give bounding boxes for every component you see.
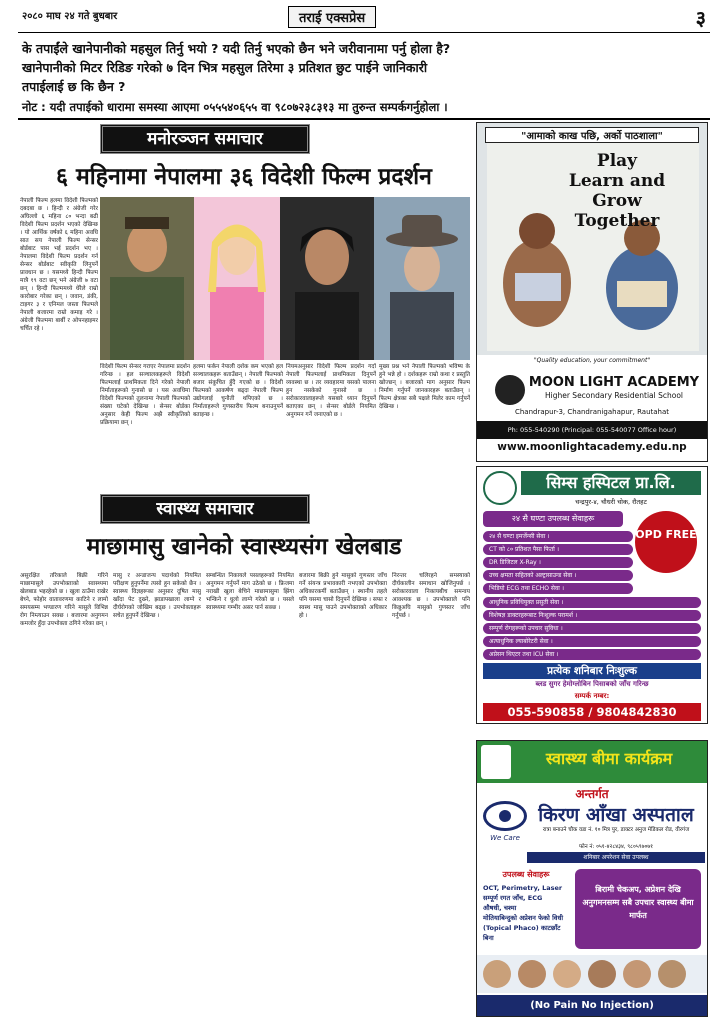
animal-jacket: [295, 292, 359, 360]
notice-line-4: नोट : यदी तपाईको धारामा समस्या आएमा ०५५५४०६५५ वा ९८०७२३८३१३ मा तुरुन्त सम्पर्कगर्नुहोला ।: [22, 100, 448, 114]
patient-photo: [623, 960, 651, 988]
play-line-2: Learn and: [568, 171, 666, 191]
kiran-services-list: [483, 883, 573, 943]
entertainment-column-2: विदेशी फिल्म सेन्सर गराएर नेपालमा प्रदर्शन गरिन्छ । हल सञ्चालकहरूले विदेशी फिल्मलाई प्राथमिकता दिने गरेको नेपाली निर्माताहरूको गुनासो छ । यस अवधिमा विदेशी फिल्मको तुलनामा नेपाली फिल्मको संख्या घटेको देखिन्छ । सेन्सर बोर्डका अनुसार केही फिल्म अझै स्वीकृतिको प्रक्रियामा छन् ।: [100, 364, 190, 426]
soldier-face: [127, 222, 167, 272]
book-left: [515, 273, 561, 301]
moonlight-website: www.moonlightacademy.edu.np: [497, 441, 687, 453]
patient-photo: [483, 960, 511, 988]
no-pain-label: (No Pain No Injection): [477, 995, 707, 1016]
sims-service: आधुनिक प्रविधियुक्त प्रसुती सेवा ।: [483, 597, 701, 608]
play-line-1: Play: [596, 151, 638, 171]
entertainment-section-label: मनोरञ्जन समाचार: [100, 124, 310, 154]
kiran-service: मोतियाबिन्दुको अप्रेशन फेको विधी (Topical Phaco) काटछाँट बिना: [483, 914, 564, 942]
patient-photo: [553, 960, 581, 988]
sims-service: अप्रेसन थिएटर तथा ICU सेवा ।: [483, 649, 701, 660]
sims-service: अत्याधुनिक ल्याबोरेटरी सेवा ।: [483, 636, 701, 647]
health-column-5: निरन्तर चलिरहने समस्याको दीर्घकालीन समाधान खोजिनुपर्छ । सरोकारवाला निकायबीच समन्वय आवश्यक छ । उपभोक्ताले पनि किन्नुअघि मासुको गुणस्तर जाँच गर्नुपर्छ ।: [392, 573, 470, 619]
kiran-photos: [477, 955, 707, 993]
sims-service: विशेषज्ञ डाक्टरहरूबाट निःशुल्क परामर्श ।: [483, 610, 701, 621]
sims-service: DR डिजिटल X-Ray ।: [483, 557, 633, 568]
sims-contact-numbers: 055-590858 / 9804842830: [483, 703, 701, 721]
barbie-dress: [210, 287, 264, 360]
sims-service: उच्च क्षमता सहितको अल्ट्रासाउन्ड सेवा ।: [483, 570, 633, 581]
kiran-service: सम्पूर्ण रगत जाँच, ECG: [483, 894, 543, 902]
entertainment-headline: ६ महिनामा नेपालमा ३६ विदेशी फिल्म प्रदर्शन: [56, 164, 432, 190]
oppenheimer-face: [404, 243, 440, 291]
masthead: तराई एक्सप्रेस: [288, 6, 376, 28]
kiran-phone: फोन नं: ०५१-४२८४३४, ९८०५९७०७१: [578, 844, 654, 850]
sims-service: सम्पूर्ण रोगहरूको उपचार सुविधा ।: [483, 623, 701, 634]
kiran-service: औषधी, चश्मा: [483, 904, 517, 912]
insurance-ad: [476, 740, 708, 1017]
kiran-address: रात्रा बनाउने चौक वडा नं. १० मित्र पुर, डाक्टर अनुज मेडिकल रोड, वीरगंज: [542, 827, 690, 833]
notice-line-1: के तपाईंले खानेपानीको महसुल तिर्नु भयो ? यदी तिर्नु भएको छैन भने जरीवानामा पर्नु होला है?: [22, 41, 451, 56]
health-column-2: मासु र अन्डाजन्य पदार्थको नियमित परीक्षण हुनुपर्नेमा त्यसो हुन सकेको छैन । स्वास्थ्य विज्ञहरूका अनुसार दूषित मासु खाँदा पेट दुख्ने, झाडापखाला लाग्ने र दीर्घरोगको जोखिम बढ्छ । उपभोक्ताहरू सचेत हुनुपर्ने देखिन्छ ।: [113, 573, 201, 619]
kiran-hospital-name: किरण आँखा अस्पताल: [538, 804, 694, 826]
health-section-label: स्वास्थ्य समाचार: [100, 494, 310, 524]
moonlight-ad: [476, 122, 708, 462]
page-number: ३: [695, 6, 706, 30]
sims-service: भिडियो ECG तथा ECHO सेवा ।: [483, 583, 633, 594]
health-column-4: बजारमा बिक्री हुने मासुको गुणस्तर जाँच गर्ने संयन्त्र प्रभावकारी नभएको उपभोक्ता अधिकारकर्मी बताउँछन् । स्थानीय तहले पनि यसमा चासो दिनुपर्ने देखिन्छ । सफा र स्वस्थ मासु पाउने उपभोक्ताको अधिकार हो ।: [299, 573, 387, 619]
entertainment-column-1: नेपाली फिल्म हलमा विदेशी फिल्मको दबदबा छ । हिन्दी र अंग्रेजी गरेर अघिल्लो ६ महिना ८० भन्दा बढी विदेशी फिल्म प्रदर्शन भएको देखिन्छ । यो आर्थिक वर्षको ६ महिना अवधि सात सय नेपाली फिल्म सेन्सर बोर्डबाट पास भई प्रदर्शन भए । नेपालमा विदेशी फिल्म प्रदर्शन गर्न सेन्सर बोर्डबाट स्वीकृति लिनुपर्ने प्रावधान छ । यसमध्ये हिन्दी फिल्म मात्रै १९ वटा छन् भने अंग्रेजी ७ वटा छन् । हिन्दी फिल्ममध्ये धेरैले राम्रो कारोबार गरेका छन् । जवान, डंकी, टाइगर ३ र एनिमल जस्ता फिल्मले नेपाली बजारमा राम्रो कमाइ गरे । अंग्रेजी फिल्ममा बार्बी र ओपनहाइमर चर्चित रहे ।: [20, 198, 98, 332]
sims-saturday-sub: ब्लड सुगर हेमोग्लोबिन पिसाबको जाँच गरिन्छ: [535, 680, 649, 688]
entertainment-column-4: नियमअनुसार विदेशी फिल्म प्रदर्शन गर्दा नेपाली फिल्मलाई प्राथमिकता दिनुपर्ने व्यवस्था छ । तर व्यवहारमा यसको पालना हुन नसकेको गुनासो छ । सरोकारवालाहरूले यसबारे ध्यान दिनुपर्ने बताएका छन् । सेन्सर बोर्डले नियमित अनुगमन गर्ने जनाएको छ ।: [286, 364, 376, 418]
header-rule: [18, 32, 710, 33]
sims-saturday: प्रत्येक शनिबार निःशुल्क: [483, 663, 701, 679]
sims-services-list-2: [483, 597, 701, 662]
insurance-under: अन्तर्गत: [575, 787, 609, 801]
sims-service: CT को ८० प्रतिशत पैसा फिर्ता ।: [483, 544, 633, 555]
oppenheimer-hat-crown: [402, 215, 442, 241]
moonlight-tagline: "Quality education, your commitment": [533, 357, 651, 364]
issue-date: २०८० माघ २४ गते बुधबार: [22, 11, 118, 22]
sims-logo: [483, 471, 517, 505]
notice-rule: [18, 118, 710, 120]
kiran-photo-strip: [477, 955, 707, 993]
sims-service: २४ सै घण्टा इमर्जेन्सी सेवा ।: [483, 531, 633, 542]
health-column-3: सम्बन्धित निकायले पसलहरूको नियमित अनुगमन गर्नुपर्ने माग उठेको छ । फ्रिजमा नराखी खुला बेचिने माछामासुमा झिंगा भन्किने र धुलो लाग्ने गरेको छ । यसले स्वास्थ्यमा गम्भीर असर पार्न सक्छ ।: [206, 573, 294, 611]
moonlight-name: MOON LIGHT ACADEMY: [528, 375, 700, 390]
sims-hospital-ad: [476, 466, 708, 724]
book-right: [617, 281, 667, 307]
animal-face: [305, 229, 349, 285]
kiran-special: शनिबार अपरेशन सेवा उपलब्ध: [527, 852, 705, 863]
moonlight-subtitle: Higher Secondary Residential School: [544, 391, 684, 400]
sims-opd-badge: OPD FREE: [635, 511, 697, 573]
kiran-service: OCT, Perimetry, Laser: [483, 884, 563, 892]
patient-photo: [658, 960, 686, 988]
patient-photo: [518, 960, 546, 988]
insurance-title: स्वास्थ्य बीमा कार्यक्रम: [545, 749, 673, 768]
we-care: We Care: [490, 834, 520, 842]
kiran-services-head: उपलब्ध सेवाहरू: [502, 870, 550, 879]
sims-name: सिम्स हस्पिटल प्रा.लि.: [521, 471, 701, 495]
sims-services-list: [483, 531, 633, 596]
entertainment-column-3: हलमा फर्कन नेपाली दर्शक कम भएको हल सञ्चालकहरू बताउँछन् । नेपाली फिल्मको बजार संकुचित हुँदै गएको छ । विदेशी फिल्मको आकर्षण बढ्दा नेपाली फिल्म उद्योगलाई चुनौती थपिएको छ । निर्माताहरूले गुणस्तरीय फिल्म बनाउनुपर्ने बताइन्छ ।: [193, 364, 283, 418]
sims-contact-label: सम्पर्क नम्बर:: [574, 692, 610, 700]
soldier-uniform: [110, 277, 184, 360]
play-line-4: Together: [574, 211, 660, 231]
moonlight-address: Chandrapur-3, Chandranigahapur, Rautahat: [514, 408, 670, 416]
notice-line-2: खानेपानीको मिटर रिडिङ गरेको ७ दिन भित्र महसुल तिरेमा ३ प्रतिशत छुट पाईने जानिकारी: [22, 60, 428, 75]
film-stills-photo: [100, 197, 470, 360]
government-emblem: [481, 745, 511, 779]
patient-photo: [588, 960, 616, 988]
moonlight-play-text: [537, 151, 697, 231]
play-line-3: Grow: [592, 191, 642, 211]
entertainment-column-5: मुख्य प्रश्न भने नेपाली फिल्मको भविष्य के हुने भन्ने हो । दर्शकहरू राम्रो कथा र प्रस्तुति खोज्छन् । बजारको माग अनुसार फिल्म निर्माण गर्नुपर्ने जानकारहरू बताउँछन् । फिल्म क्षेत्रका सबै पक्षले मिलेर काम गर्नुपर्ने देखिन्छ ।: [379, 364, 470, 410]
soldier-hair: [125, 217, 169, 229]
kiran-banner: बिरामी चेकअप, अप्रेशन देखि अनुगमनसम्म सबै उपचार स्वास्थ्य बीमा मार्फत: [575, 869, 701, 949]
film-stills-svg: [100, 197, 470, 360]
moonlight-slogan: "आमाको काख पछि, अर्को पाठशाला": [485, 127, 699, 143]
notice-line-3: तपाईलाई छ कि छैन ?: [22, 79, 126, 94]
health-headline: माछामासु खानेको स्वास्थ्यसंग खेलबाड: [86, 534, 402, 560]
health-column-1: असुरक्षित तरिकाले बिक्री गरिने माछामासुले उपभोक्ताको स्वास्थ्यमा खेलबाड भइरहेको छ । खुला ठाउँमा राखेर बेच्ने, फोहोर वातावरणमा काटिने र लामो समयसम्म भण्डारण गरिने मासुले विभिन्न रोग निम्त्याउन सक्छ । बजारमा अनुगमन कमजोर हुँदा उपभोक्ता ठगिने गरेका छन् ।: [20, 573, 108, 627]
oppenheimer-suit: [390, 292, 454, 360]
moonlight-phone: Ph: 055-540290 (Principal: 055-540077 Office hour): [477, 421, 707, 439]
sims-services-head: २४ सै घण्टा उपलब्ध सेवाहरू: [483, 511, 623, 527]
eye-logo: [483, 801, 527, 831]
sims-sub: चन्द्रपुर-४, चौधरी चोक, रौतहट: [575, 498, 647, 506]
eye-pupil: [499, 810, 511, 822]
